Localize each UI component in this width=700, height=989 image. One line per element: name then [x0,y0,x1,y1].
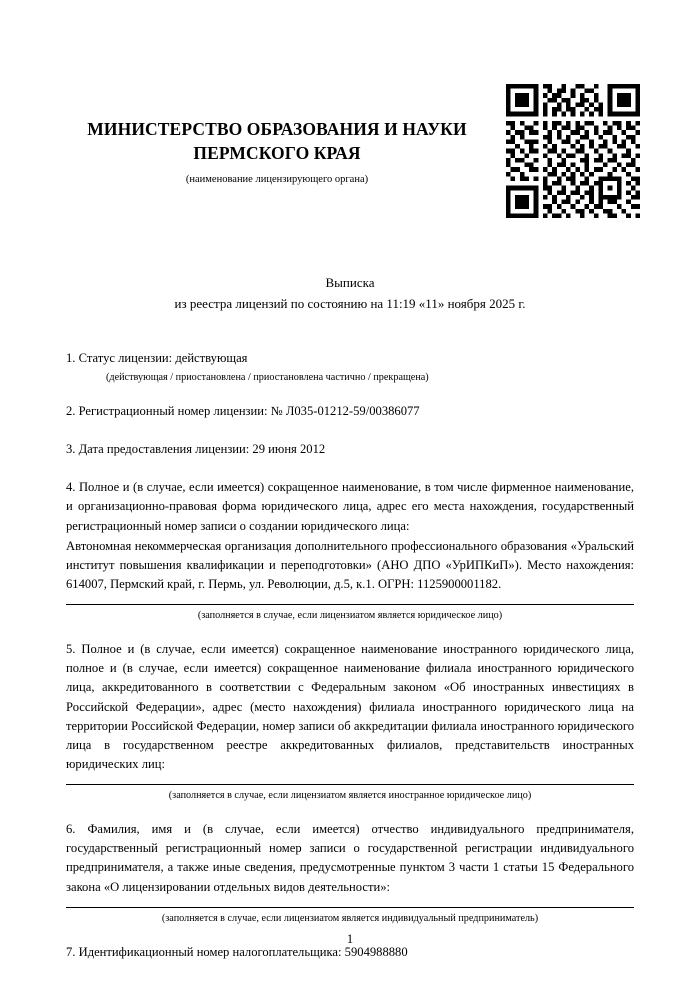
section-5-note: (заполняется в случае, если лицензиатом является иностранное юридическое лицо) [168,790,532,802]
section-5-rule [66,784,634,785]
section-1-heading: 1. Статус лицензии: действующая [66,350,248,365]
page-number: 1 [346,932,354,946]
section-6-note: (заполняется в случае, если лицензиатом является индивидуальный предприниматель) [161,912,539,924]
section-3-heading: 3. Дата предоставления лицензии: 29 июня 2012 [66,442,326,457]
section-6-rule [66,907,634,908]
document-title [66,273,634,315]
document-title-line1: Выписка [325,275,375,291]
document-header [62,0,492,185]
section-1-note: (действующая / приостановлена / приостановлена частично / прекращена) [106,371,429,383]
section-4-rule [66,604,634,605]
qr-code-image [506,84,640,218]
section-4-body: Автономная некоммерческая организация дополнительного профессионального образования «Уральский институт повышения квалификации и переподготовки» (АНО ДПО «УрИПКиП»). Место нахождения: 614007, Пермский край, г. Пермь, ул. Революции, д.5, к.1. ОГРН: 1125900001182. [66,538,634,591]
section-2-heading: 2. Регистрационный номер лицензии: № Л035-01212-59/00386077 [66,403,420,418]
organization-title-line2: ПЕРМСКОГО КРАЯ [193,142,361,163]
section-6-heading: 6. Фамилия, имя и (в случае, если имеется) отчество индивидуального предпринимателя, государственный регистрационный номер записи о государственной регистрации индивидуального предпринимателя, а также иные сведения, предусмотренные пунктом 3 части 1 статьи 15 Федерального закона «О лицензировании отдельных видов деятельности»: [66,822,634,894]
section-5-heading: 5. Полное и (в случае, если имеется) сокращенное наименование иностранного юридического лица, полное и (в случае, если имеется) сокращенное наименование филиала иностранного юридического лица, аккредитованного в соответствии с Федеральным законом «Об иностранных инвестициях в Российской Федерации», адрес (место нахождения) филиала иностранного юридического лица на территории Российской Федерации, номер записи об аккредитации филиала иностранного юридического лица в государственном реестре аккредитованных филиалов, представительств иностранных юридических лиц: [66,642,634,771]
organization-title-line1: МИНИСТЕРСТВО ОБРАЗОВАНИЯ И НАУКИ [87,119,467,139]
section-4-heading: 4. Полное и (в случае, если имеется) сокращенное наименование, в том числе фирменное наименование, и организационно-правовая форма юридического лица, адрес его места нахождения, государственный регистрационный номер записи о создании юридического лица: [66,480,634,533]
organization-subtitle: (наименование лицензирующего органа) [185,174,369,186]
section-7-heading: 7. Идентификационный номер налогоплательщика: 5904988880 [66,944,408,959]
document-title-line2: из реестра лицензий по состоянию на 11:19 «11» ноября 2025 г. [174,296,526,312]
section-4-note: (заполняется в случае, если лицензиатом является юридическое лицо) [197,610,503,622]
